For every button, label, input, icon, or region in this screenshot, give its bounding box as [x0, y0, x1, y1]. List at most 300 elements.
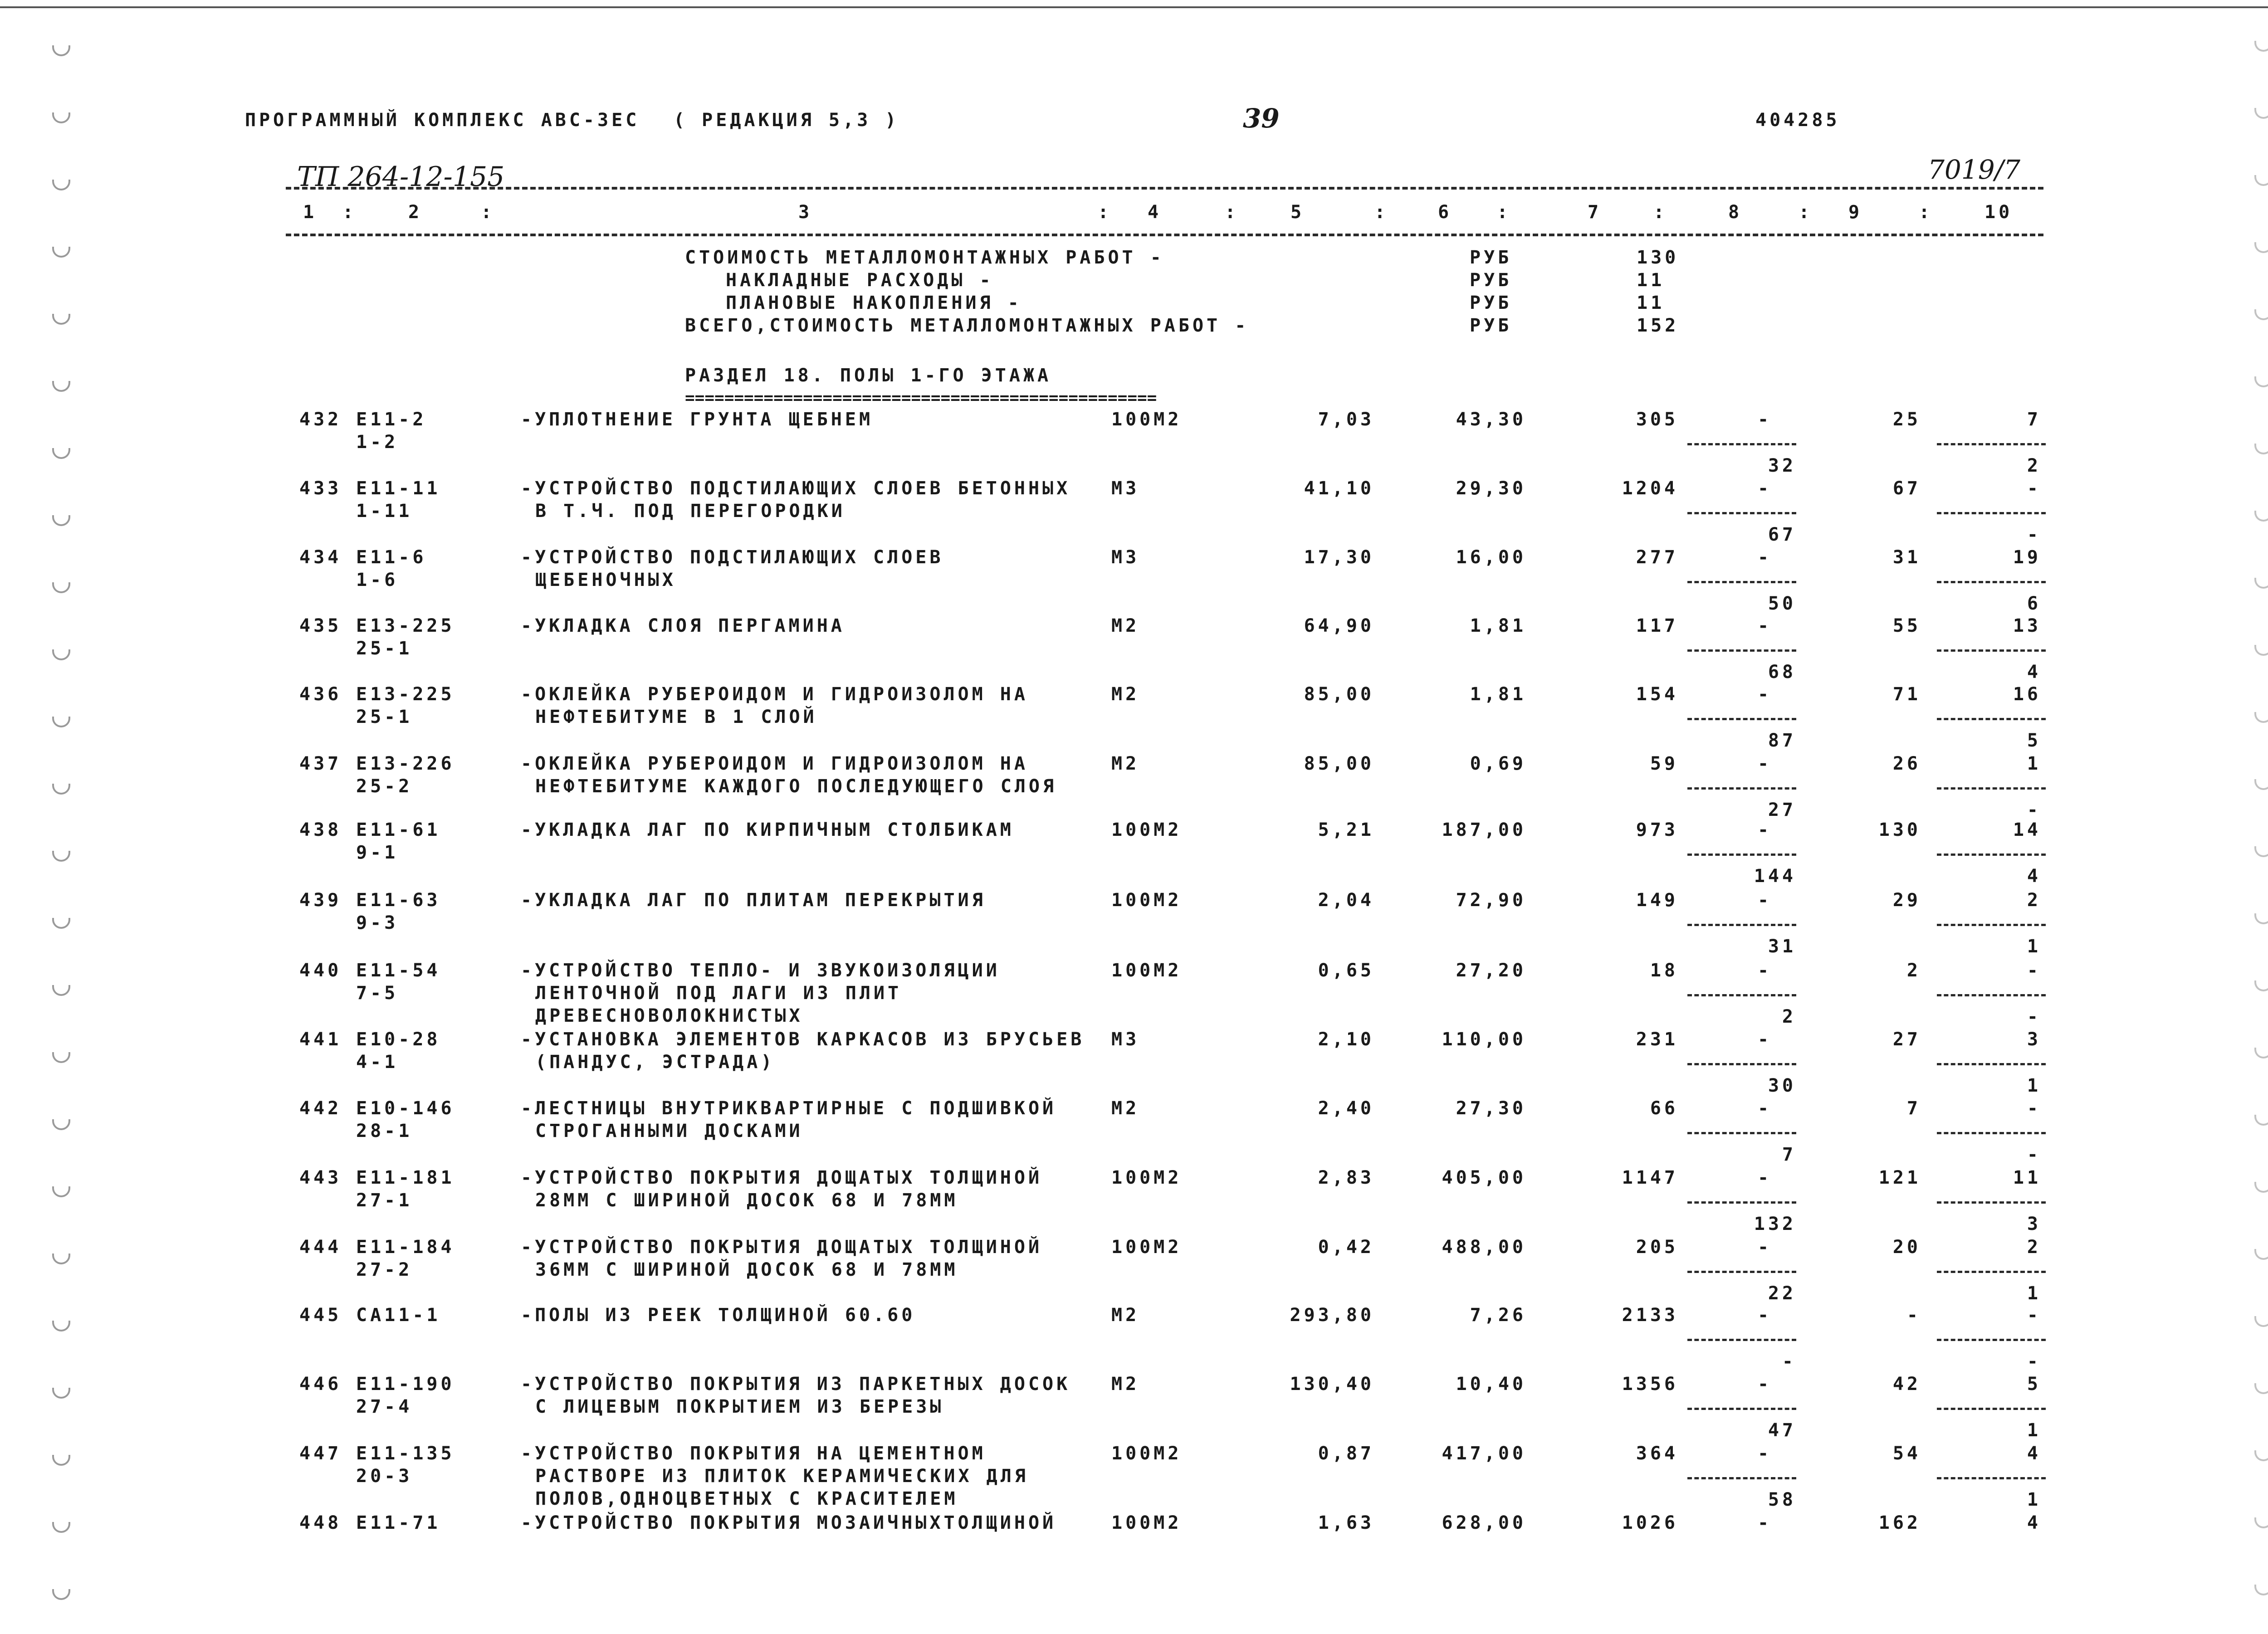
- row-number: 446: [299, 1374, 342, 1395]
- col8-subvalue: 30: [1768, 1075, 1796, 1096]
- col8-value: -: [1758, 753, 1772, 774]
- program-version: ( РЕДАКЦИЯ 5,3 ): [674, 110, 899, 131]
- tractor-hole: [52, 784, 70, 795]
- col9-value: 67: [1892, 478, 1921, 499]
- col9-value: 42: [1892, 1374, 1921, 1395]
- column-number: 8: [1728, 202, 1743, 223]
- summary-unit: РУБ: [1470, 270, 1512, 291]
- row-number: 434: [299, 547, 342, 568]
- tractor-hole: [2254, 1585, 2268, 1595]
- tractor-hole: [2254, 444, 2268, 454]
- col8-value: -: [1758, 409, 1772, 430]
- col9-value: 55: [1892, 615, 1921, 636]
- quantity: 41,10: [1304, 478, 1374, 499]
- document-code: 404285: [1755, 110, 1840, 131]
- quantity: 85,00: [1304, 684, 1374, 705]
- col8-divider: [1687, 581, 1796, 583]
- col10-subvalue: 5: [2027, 730, 2041, 751]
- col9-value: 27: [1892, 1029, 1921, 1050]
- col8-divider: [1687, 924, 1796, 926]
- total-cost: 277: [1636, 547, 1678, 568]
- row-number: 443: [299, 1167, 342, 1188]
- work-description-cont: В Т.Ч. ПОД ПЕРЕГОРОДКИ: [535, 501, 846, 522]
- quantity: 64,90: [1304, 615, 1374, 636]
- col10-divider: [1937, 718, 2046, 720]
- work-description-cont: ЩЕБЕНОЧНЫХ: [535, 570, 676, 590]
- unit-price: 27,20: [1456, 960, 1526, 981]
- unit: М3: [1111, 547, 1140, 568]
- unit: 100М2: [1111, 1443, 1182, 1464]
- column-separator: :: [1799, 202, 1813, 223]
- col8-value: -: [1758, 1512, 1772, 1533]
- column-number: 1: [303, 202, 318, 223]
- col9-value: 162: [1878, 1512, 1921, 1533]
- unit: 100М2: [1111, 819, 1182, 840]
- row-number: 444: [299, 1237, 342, 1258]
- summary-label: СТОИМОСТЬ МЕТАЛЛОМОНТАЖНЫХ РАБОТ -: [685, 247, 1164, 268]
- col9-value: -: [1906, 1305, 1921, 1326]
- col8-value: -: [1758, 615, 1772, 636]
- col8-subvalue: 68: [1768, 662, 1796, 683]
- unit-price: 16,00: [1456, 547, 1526, 568]
- norm-subcode: 25-2: [356, 776, 413, 797]
- work-description: -УКЛАДКА ЛАГ ПО ПЛИТАМ ПЕРЕКРЫТИЯ: [521, 890, 986, 911]
- tractor-hole: [2254, 1316, 2268, 1327]
- col10-subvalue: -: [2027, 1351, 2041, 1372]
- norm-code: Е11-63: [356, 890, 441, 911]
- work-description-cont: (ПАНДУС, ЭСТРАДА): [535, 1052, 775, 1073]
- col8-value: -: [1758, 960, 1772, 981]
- unit: М2: [1111, 1305, 1140, 1326]
- col9-value: 25: [1892, 409, 1921, 430]
- col9-value: 121: [1878, 1167, 1921, 1188]
- norm-subcode: 27-4: [356, 1396, 413, 1417]
- row-number: 447: [299, 1443, 342, 1464]
- work-description: -УСТАНОВКА ЭЛЕМЕНТОВ КАРКАСОВ ИЗ БРУСЬЕВ: [521, 1029, 1085, 1050]
- column-separator: :: [1374, 202, 1389, 223]
- unit: 100М2: [1111, 1512, 1182, 1533]
- work-description: -ОКЛЕЙКА РУБЕРОИДОМ И ГИДРОИЗОЛОМ НА: [521, 753, 1028, 774]
- quantity: 293,80: [1290, 1305, 1374, 1326]
- col10-value: -: [2027, 478, 2041, 499]
- total-cost: 1026: [1622, 1512, 1678, 1533]
- paper-top-edge: [0, 6, 2268, 8]
- col9-value: 130: [1878, 819, 1921, 840]
- col10-subvalue: 4: [2027, 662, 2041, 683]
- col10-subvalue: -: [2027, 800, 2041, 820]
- col10-subvalue: 1: [2027, 936, 2041, 957]
- tractor-hole: [2254, 645, 2268, 656]
- summary-unit: РУБ: [1470, 315, 1512, 336]
- unit: М2: [1111, 615, 1140, 636]
- quantity: 0,42: [1318, 1237, 1374, 1258]
- column-separator: :: [1225, 202, 1239, 223]
- col8-divider: [1687, 1408, 1796, 1410]
- row-number: 432: [299, 409, 342, 430]
- norm-code: Е11-71: [356, 1512, 441, 1533]
- col10-value: 3: [2027, 1029, 2041, 1050]
- norm-subcode: 9-1: [356, 842, 399, 863]
- col10-value: 13: [2013, 615, 2041, 636]
- col10-subvalue: 1: [2027, 1075, 2041, 1096]
- quantity: 85,00: [1304, 753, 1374, 774]
- tractor-hole: [2254, 1182, 2268, 1193]
- norm-code: Е11-190: [356, 1374, 455, 1395]
- col9-value: 20: [1892, 1237, 1921, 1258]
- tractor-hole: [2254, 712, 2268, 723]
- row-number: 435: [299, 615, 342, 636]
- col8-subvalue: 31: [1768, 936, 1796, 957]
- norm-subcode: 25-1: [356, 707, 413, 727]
- col8-subvalue: 132: [1754, 1214, 1796, 1234]
- work-description-cont: С ЛИЦЕВЫМ ПОКРЫТИЕМ ИЗ БЕРЕЗЫ: [535, 1396, 944, 1417]
- col8-divider: [1687, 649, 1796, 652]
- work-description-cont: НЕФТЕБИТУМЕ В 1 СЛОЙ: [535, 707, 817, 727]
- quantity: 5,21: [1318, 819, 1374, 840]
- unit-price: 0,69: [1470, 753, 1526, 774]
- col8-subvalue: 47: [1768, 1420, 1796, 1441]
- column-number: 4: [1148, 202, 1162, 223]
- norm-subcode: 1-11: [356, 501, 413, 522]
- unit-price: 72,90: [1456, 890, 1526, 911]
- summary-value: 11: [1637, 270, 1665, 291]
- col10-divider: [1937, 1477, 2046, 1479]
- col10-divider: [1937, 924, 2046, 926]
- total-cost: 2133: [1622, 1305, 1678, 1326]
- col8-divider: [1687, 1132, 1796, 1134]
- header-rule-bottom: [286, 234, 2043, 236]
- col8-divider: [1687, 512, 1796, 514]
- col8-value: -: [1758, 547, 1772, 568]
- col10-subvalue: 2: [2027, 455, 2041, 476]
- norm-code: СА11-1: [356, 1305, 441, 1326]
- unit: 100М2: [1111, 1167, 1182, 1188]
- tractor-hole: [52, 112, 70, 123]
- project-code: ТП 264-12-155: [297, 161, 505, 193]
- tractor-hole: [52, 1388, 70, 1399]
- unit-price: 29,30: [1456, 478, 1526, 499]
- norm-subcode: 7-5: [356, 983, 399, 1004]
- work-description-cont: 36ММ С ШИРИНОЙ ДОСОК 68 И 78ММ: [535, 1259, 958, 1280]
- column-separator: :: [342, 202, 357, 223]
- total-cost: 364: [1636, 1443, 1678, 1464]
- tractor-hole: [52, 985, 70, 996]
- work-description: -УСТРОЙСТВО ТЕПЛО- И ЗВУКОИЗОЛЯЦИИ: [521, 960, 1000, 981]
- work-description-cont: НЕФТЕБИТУМЕ КАЖДОГО ПОСЛЕДУЮЩЕГО СЛОЯ: [535, 776, 1057, 797]
- work-description-cont: ДРЕВЕСНОВОЛОКНИСТЫХ: [535, 1005, 803, 1026]
- row-number: 433: [299, 478, 342, 499]
- col9-value: 7: [1906, 1098, 1921, 1119]
- norm-code: Е13-225: [356, 684, 455, 705]
- total-cost: 66: [1650, 1098, 1678, 1119]
- col10-value: 5: [2027, 1374, 2041, 1395]
- row-number: 442: [299, 1098, 342, 1119]
- col8-value: -: [1758, 478, 1772, 499]
- tractor-hole: [52, 1052, 70, 1063]
- tractor-hole: [2254, 309, 2268, 320]
- row-number: 436: [299, 684, 342, 705]
- col8-subvalue: 67: [1768, 524, 1796, 545]
- section-title-underline: ================================================: [685, 389, 1157, 407]
- unit-price: 1,81: [1470, 684, 1526, 705]
- tractor-hole: [2254, 1383, 2268, 1394]
- work-description: -УСТРОЙСТВО ПОДСТИЛАЮЩИХ СЛОЕВ БЕТОННЫХ: [521, 478, 1071, 499]
- summary-unit: РУБ: [1470, 247, 1512, 268]
- unit-price: 187,00: [1442, 819, 1526, 840]
- tractor-hole: [52, 381, 70, 392]
- row-number: 439: [299, 890, 342, 911]
- tractor-hole: [2254, 242, 2268, 253]
- col8-subvalue: 7: [1782, 1144, 1796, 1165]
- col10-value: 11: [2013, 1167, 2041, 1188]
- col8-subvalue: 58: [1768, 1489, 1796, 1510]
- tractor-hole: [52, 448, 70, 459]
- col10-divider: [1937, 787, 2046, 790]
- col10-value: -: [2027, 1098, 2041, 1119]
- col10-divider: [1937, 443, 2046, 445]
- col8-subvalue: -: [1782, 1351, 1796, 1372]
- col10-value: 2: [2027, 890, 2041, 911]
- column-number: 2: [408, 202, 423, 223]
- norm-subcode: 1-2: [356, 432, 399, 453]
- quantity: 7,03: [1318, 409, 1374, 430]
- col8-value: -: [1758, 684, 1772, 705]
- column-number: 9: [1848, 202, 1863, 223]
- quantity: 0,87: [1318, 1443, 1374, 1464]
- tractor-hole: [2254, 41, 2268, 52]
- total-cost: 205: [1636, 1237, 1678, 1258]
- work-description: -УСТРОЙСТВО ПОКРЫТИЯ ДОЩАТЫХ ТОЛЩИНОЙ: [521, 1167, 1043, 1188]
- total-cost: 1204: [1622, 478, 1678, 499]
- unit-price: 405,00: [1442, 1167, 1526, 1188]
- tractor-hole: [2254, 779, 2268, 790]
- col8-value: -: [1758, 1098, 1772, 1119]
- col10-value: 7: [2027, 409, 2041, 430]
- work-description: -УКЛАДКА СЛОЯ ПЕРГАМИНА: [521, 615, 845, 636]
- work-description: -УСТРОЙСТВО ПОДСТИЛАЮЩИХ СЛОЕВ: [521, 547, 944, 568]
- tractor-hole: [52, 247, 70, 258]
- total-cost: 18: [1650, 960, 1678, 981]
- total-cost: 149: [1636, 890, 1678, 911]
- unit: М3: [1111, 478, 1140, 499]
- column-number: 6: [1438, 202, 1452, 223]
- project-reference: 7019/7: [1928, 154, 2021, 185]
- unit: 100М2: [1111, 960, 1182, 981]
- unit: М2: [1111, 684, 1140, 705]
- work-description-cont: ПОЛОВ,ОДНОЦВЕТНЫХ С КРАСИТЕЛЕМ: [535, 1488, 958, 1509]
- col10-divider: [1937, 1201, 2046, 1204]
- tractor-hole: [52, 918, 70, 929]
- total-cost: 231: [1636, 1029, 1678, 1050]
- column-number: 10: [1984, 202, 2013, 223]
- col8-value: -: [1758, 1443, 1772, 1464]
- col9-value: 31: [1892, 547, 1921, 568]
- work-description-cont: ЛЕНТОЧНОЙ ПОД ЛАГИ ИЗ ПЛИТ: [535, 983, 902, 1004]
- col10-value: 14: [2013, 819, 2041, 840]
- col10-divider: [1937, 1132, 2046, 1134]
- col10-value: -: [2027, 960, 2041, 981]
- work-description: -УСТРОЙСТВО ПОКРЫТИЯ МОЗАИЧНЫХТОЛЩИНОЙ: [521, 1512, 1057, 1533]
- col10-divider: [1937, 1271, 2046, 1273]
- row-number: 437: [299, 753, 342, 774]
- program-name: ПРОГРАММНЫЙ КОМПЛЕКС АВС-3ЕС: [245, 110, 640, 131]
- norm-subcode: 28-1: [356, 1121, 413, 1141]
- col8-value: -: [1758, 1374, 1772, 1395]
- norm-subcode: 20-3: [356, 1466, 413, 1487]
- header-rule-top: [286, 187, 2043, 190]
- tractor-hole: [2254, 1048, 2268, 1058]
- col8-value: -: [1758, 1167, 1772, 1188]
- quantity: 2,10: [1318, 1029, 1374, 1050]
- col9-value: 71: [1892, 684, 1921, 705]
- tractor-hole: [2254, 511, 2268, 522]
- total-cost: 59: [1650, 753, 1678, 774]
- tractor-hole: [2254, 1450, 2268, 1461]
- col8-subvalue: 27: [1768, 800, 1796, 820]
- unit-price: 43,30: [1456, 409, 1526, 430]
- tractor-hole: [52, 1522, 70, 1533]
- tractor-hole: [2254, 578, 2268, 589]
- unit-price: 27,30: [1456, 1098, 1526, 1119]
- tractor-hole: [52, 515, 70, 526]
- col9-value: 29: [1892, 890, 1921, 911]
- row-number: 440: [299, 960, 342, 981]
- col10-value: -: [2027, 1305, 2041, 1326]
- summary-label: ВСЕГО,СТОИМОСТЬ МЕТАЛЛОМОНТАЖНЫХ РАБОТ -: [685, 315, 1249, 336]
- col10-value: 4: [2027, 1443, 2041, 1464]
- tractor-hole: [2254, 1249, 2268, 1260]
- col8-divider: [1687, 787, 1796, 790]
- work-description-cont: СТРОГАННЫМИ ДОСКАМИ: [535, 1121, 803, 1141]
- col8-value: -: [1758, 890, 1772, 911]
- tractor-hole: [52, 1119, 70, 1130]
- tractor-hole: [52, 851, 70, 862]
- work-description: -УСТРОЙСТВО ПОКРЫТИЯ НА ЦЕМЕНТНОМ: [521, 1443, 986, 1464]
- col10-value: 2: [2027, 1237, 2041, 1258]
- column-number: 7: [1588, 202, 1602, 223]
- col10-subvalue: 6: [2027, 593, 2041, 614]
- col10-subvalue: 1: [2027, 1420, 2041, 1441]
- row-number: 438: [299, 819, 342, 840]
- col8-divider: [1687, 1271, 1796, 1273]
- unit: 100М2: [1111, 409, 1182, 430]
- col10-divider: [1937, 994, 2046, 996]
- total-cost: 973: [1636, 819, 1678, 840]
- unit-price: 7,26: [1470, 1305, 1526, 1326]
- unit: М3: [1111, 1029, 1140, 1050]
- col10-value: 19: [2013, 547, 2041, 568]
- tractor-hole: [2254, 980, 2268, 991]
- column-number: 3: [798, 202, 813, 223]
- unit: М2: [1111, 753, 1140, 774]
- col10-divider: [1937, 1339, 2046, 1341]
- col10-divider: [1937, 854, 2046, 856]
- unit: М2: [1111, 1374, 1140, 1395]
- col8-divider: [1687, 1477, 1796, 1479]
- col8-subvalue: 87: [1768, 730, 1796, 751]
- col9-value: 2: [1906, 960, 1921, 981]
- norm-code: Е10-146: [356, 1098, 455, 1119]
- quantity: 2,04: [1318, 890, 1374, 911]
- quantity: 130,40: [1290, 1374, 1374, 1395]
- tractor-hole: [52, 314, 70, 325]
- work-description: -УПЛОТНЕНИЕ ГРУНТА ЩЕБНЕМ: [521, 409, 874, 430]
- col10-subvalue: -: [2027, 524, 2041, 545]
- work-description: -ЛЕСТНИЦЫ ВНУТРИКВАРТИРНЫЕ С ПОДШИВКОЙ: [521, 1098, 1057, 1119]
- quantity: 2,83: [1318, 1167, 1374, 1188]
- col8-subvalue: 32: [1768, 455, 1796, 476]
- tractor-hole: [52, 1186, 70, 1197]
- tractor-hole: [2254, 108, 2268, 119]
- tractor-hole: [52, 180, 70, 190]
- column-number: 5: [1290, 202, 1305, 223]
- unit-price: 1,81: [1470, 615, 1526, 636]
- tractor-hole: [2254, 846, 2268, 857]
- total-cost: 1147: [1622, 1167, 1678, 1188]
- column-separator: :: [1919, 202, 1933, 223]
- norm-code: Е11-135: [356, 1443, 455, 1464]
- unit-price: 628,00: [1442, 1512, 1526, 1533]
- page-number: 39: [1243, 103, 1280, 134]
- summary-value: 130: [1637, 247, 1679, 268]
- col10-subvalue: 1: [2027, 1489, 2041, 1510]
- total-cost: 154: [1636, 684, 1678, 705]
- quantity: 1,63: [1318, 1512, 1374, 1533]
- norm-subcode: 4-1: [356, 1052, 399, 1073]
- col8-value: -: [1758, 1305, 1772, 1326]
- unit-price: 488,00: [1442, 1237, 1526, 1258]
- total-cost: 305: [1636, 409, 1678, 430]
- summary-value: 152: [1637, 315, 1679, 336]
- tractor-hole: [52, 1589, 70, 1600]
- unit: 100М2: [1111, 1237, 1182, 1258]
- col10-divider: [1937, 1063, 2046, 1065]
- norm-subcode: 25-1: [356, 638, 413, 659]
- total-cost: 1356: [1622, 1374, 1678, 1395]
- row-number: 448: [299, 1512, 342, 1533]
- tractor-hole: [52, 1455, 70, 1466]
- norm-code: Е11-184: [356, 1237, 455, 1258]
- norm-code: Е13-226: [356, 753, 455, 774]
- column-separator: :: [1098, 202, 1112, 223]
- column-separator: :: [1653, 202, 1668, 223]
- col10-subvalue: 4: [2027, 866, 2041, 887]
- col8-subvalue: 144: [1754, 866, 1796, 887]
- tractor-hole: [52, 717, 70, 727]
- col10-divider: [1937, 581, 2046, 583]
- norm-code: Е11-6: [356, 547, 427, 568]
- col8-value: -: [1758, 819, 1772, 840]
- unit-price: 110,00: [1442, 1029, 1526, 1050]
- col8-subvalue: 22: [1768, 1283, 1796, 1304]
- col10-subvalue: 3: [2027, 1214, 2041, 1234]
- work-description: -ОКЛЕЙКА РУБЕРОИДОМ И ГИДРОИЗОЛОМ НА: [521, 684, 1028, 705]
- column-separator: :: [1497, 202, 1511, 223]
- norm-subcode: 27-2: [356, 1259, 413, 1280]
- work-description-cont: 28ММ С ШИРИНОЙ ДОСОК 68 И 78ММ: [535, 1190, 958, 1211]
- tractor-hole: [2254, 1115, 2268, 1126]
- col10-subvalue: 1: [2027, 1283, 2041, 1304]
- norm-code: Е11-54: [356, 960, 441, 981]
- unit: М2: [1111, 1098, 1140, 1119]
- tractor-hole: [2254, 913, 2268, 924]
- norm-code: Е11-181: [356, 1167, 455, 1188]
- tractor-hole: [52, 649, 70, 660]
- work-description-cont: РАСТВОРЕ ИЗ ПЛИТОК КЕРАМИЧЕСКИХ ДЛЯ: [535, 1466, 1029, 1487]
- col9-value: 26: [1892, 753, 1921, 774]
- summary-value: 11: [1637, 293, 1665, 313]
- col10-subvalue: -: [2027, 1006, 2041, 1027]
